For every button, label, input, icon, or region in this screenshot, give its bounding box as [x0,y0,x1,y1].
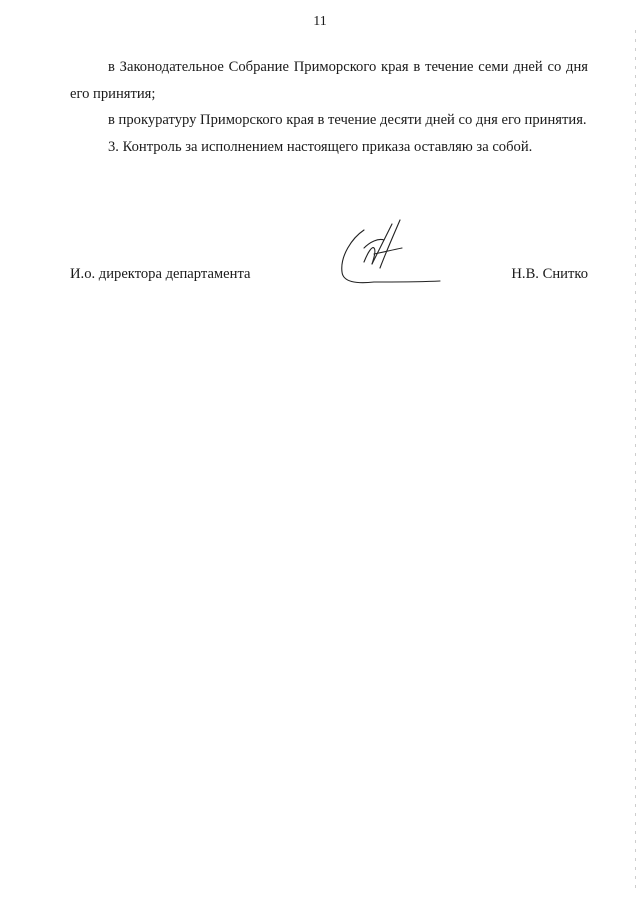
paragraph-control-clause: 3. Контроль за исполнением настоящего приказа оставляю за собой. [108,138,533,155]
page-number: 11 [313,14,327,29]
handwritten-signature-icon [334,212,444,288]
paragraph-legislative-assembly: в Законодательное Собрание Приморского края в течение семи дней со дня его принятия; [70,59,588,102]
signatory-position: И.о. директора департамента [70,266,251,282]
scan-edge-line [635,30,636,890]
signatory-name: Н.В. Снитко [511,266,588,282]
document-body [70,54,588,160]
paragraph-prosecutor-office: в прокуратуру Приморского края в течение десяти дней со дня его принятия. [108,112,587,128]
